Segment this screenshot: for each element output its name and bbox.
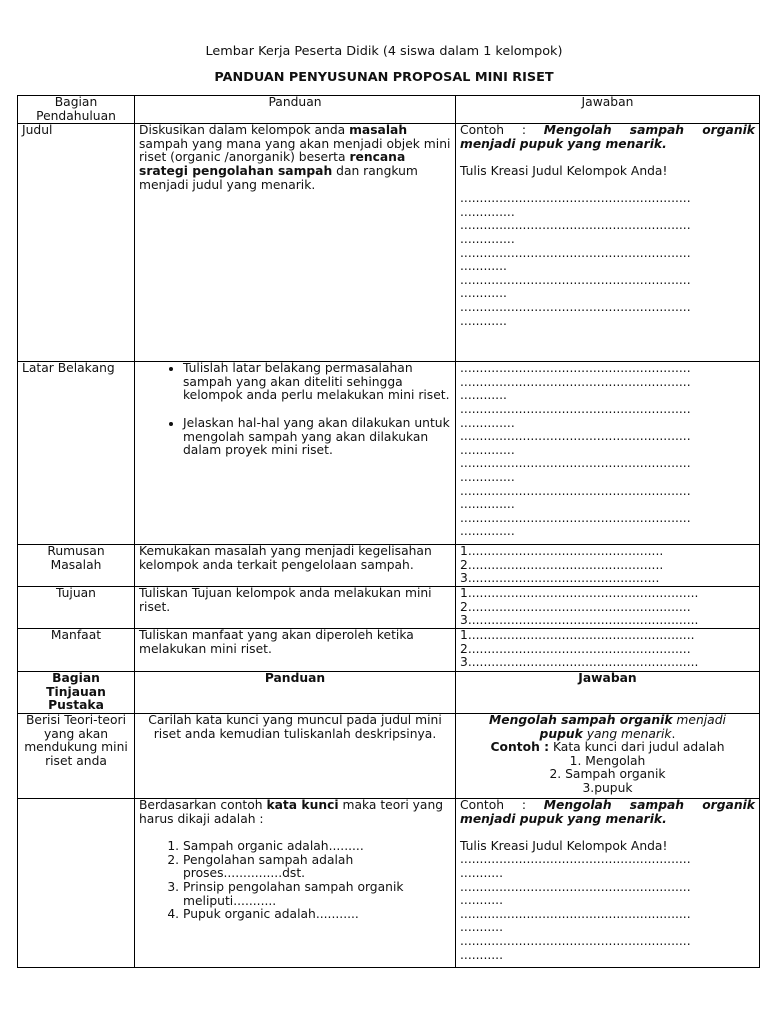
- label-tujuan: Tujuan: [18, 587, 135, 629]
- dotted-line: ...........................................................: [460, 273, 691, 287]
- guide-manfaat: Tuliskan manfaat yang akan diperoleh ketika melakukan mini riset.: [135, 629, 456, 672]
- theory-item: 4. Pupuk organic adalah...........: [183, 908, 451, 922]
- dotted-line: ..............: [460, 443, 515, 457]
- dotted-line: ...........................................................: [460, 880, 691, 894]
- answer-latar-belakang[interactable]: [456, 362, 760, 545]
- numbered-answer-line: 1...........................................................: [460, 587, 699, 601]
- dotted-line: ...........................................................: [460, 362, 691, 376]
- answer-judul[interactable]: Contoh : Mengolah sampah organik menjadi pupuk yang menarik. Tulis Kreasi Judul Kelompok Anda! ........................................................... .............. ........................................................... .............. ........................................................... ............ ........................................................... ............ ........................................................... ............: [456, 124, 760, 362]
- label-teori: Berisi Teori-teori yang akan mendukung mini riset anda: [18, 713, 135, 798]
- label-judul: Judul: [18, 124, 135, 362]
- dotted-line: ...........................................................: [460, 402, 691, 416]
- dotted-line: ............: [460, 287, 507, 301]
- numbered-answer-line: 2..................................................: [460, 558, 664, 572]
- dotted-line: ...........................................................: [460, 246, 691, 260]
- dotted-line: ...........................................................: [460, 484, 691, 498]
- dotted-line: ...........: [460, 948, 503, 962]
- header-bagian: Bagian Pendahuluan: [18, 96, 135, 124]
- dotted-line: ............: [460, 260, 507, 274]
- theory-item: 1. Sampah organic adalah.........: [183, 840, 451, 854]
- dotted-line: ..............: [460, 498, 515, 512]
- row-tujuan: [18, 587, 760, 629]
- dotted-line: ............: [460, 314, 507, 328]
- row-teori: [18, 713, 760, 798]
- numbered-answer-line: 2.........................................................: [460, 642, 691, 656]
- answer-teori-kajian[interactable]: Contoh : Mengolah sampah organik menjadi pupuk yang menarik. Tulis Kreasi Judul Kelompok Anda! ........................................................... ........... ........................................................... ........... ........................................................... ........... ........................................................... ...........: [456, 798, 760, 967]
- row-rumusan-masalah: [18, 545, 760, 587]
- dotted-line: ...........................................................: [460, 192, 691, 206]
- header-panduan-2: Panduan: [135, 672, 456, 714]
- numbered-answer-line: 3.................................................: [460, 572, 660, 586]
- dotted-line: ...........: [460, 921, 503, 935]
- numbered-answer-line: 1..........................................................: [460, 629, 695, 643]
- label-manfaat: Manfaat: [18, 629, 135, 672]
- numbered-answer-line: 3...........................................................: [460, 656, 699, 670]
- label-rumusan-masalah: Rumusan Masalah: [18, 545, 135, 587]
- keyword-item: 1. Mengolah: [569, 753, 646, 768]
- guide-rumusan-masalah: Kemukakan masalah yang menjadi kegelisahan kelompok anda terkait pengelolaan sampah.: [135, 545, 456, 587]
- row-judul: [18, 124, 760, 362]
- numbered-answer-line: 3...........................................................: [460, 614, 699, 628]
- guide-judul: Diskusikan dalam kelompok anda masalah sampah yang mana yang akan menjadi objek mini riset (organic /anorganik) beserta rencana srategi pengolahan sampah dan rangkum menjadi judul yang menarik.: [135, 124, 456, 362]
- label-latar-belakang: Latar Belakang: [18, 362, 135, 545]
- dotted-line: ...........................................................: [460, 457, 691, 471]
- guide-teori: Carilah kata kunci yang muncul pada judul mini riset anda kemudian tuliskanlah deskripsinya.: [135, 713, 456, 798]
- dotted-line: ..............: [460, 416, 515, 430]
- guide-tujuan: Tuliskan Tujuan kelompok anda melakukan mini riset.: [135, 587, 456, 629]
- header-row-pendahuluan: [18, 96, 760, 124]
- guide-latar-belakang: [135, 362, 456, 545]
- bullet-item: • Tulislah latar belakang permasalahan sampah yang akan diteliti sehingga kelompok anda perlu melakukan mini riset.: [183, 362, 451, 403]
- dotted-line: ...........................................................: [460, 907, 691, 921]
- row-latar-belakang: [18, 362, 760, 545]
- header-jawaban: Jawaban: [456, 96, 760, 124]
- dotted-line: ...........................................................: [460, 219, 691, 233]
- keyword-item: 3.pupuk: [582, 780, 633, 795]
- dotted-line: ..............: [460, 525, 515, 539]
- bullet-item: • Jelaskan hal-hal yang akan dilakukan untuk mengolah sampah yang akan dilakukan dalam proyek mini riset.: [183, 417, 451, 458]
- dotted-line: ...........................................................: [460, 430, 691, 444]
- dotted-line: ...........: [460, 866, 503, 880]
- numbered-answer-line: 1..................................................: [460, 545, 664, 559]
- dotted-line: ...........................................................: [460, 511, 691, 525]
- dotted-line: ..............: [460, 232, 515, 246]
- worksheet-title: PANDUAN PENYUSUNAN PROPOSAL MINI RISET: [214, 70, 554, 85]
- worksheet-subtitle: Lembar Kerja Peserta Didik (4 siswa dalam 1 kelompok): [205, 44, 563, 59]
- dotted-line: ...........: [460, 894, 503, 908]
- row-manfaat: [18, 629, 760, 672]
- answer-manfaat[interactable]: [456, 629, 760, 672]
- header-bagian-tinjauan: Bagian Tinjauan Pustaka: [18, 672, 135, 714]
- answer-rumusan-masalah[interactable]: [456, 545, 760, 587]
- dotted-line: ...........................................................: [460, 853, 691, 867]
- dotted-line: ...........................................................: [460, 375, 691, 389]
- keyword-item: 2. Sampah organik: [549, 767, 666, 782]
- dotted-line: ............: [460, 389, 507, 403]
- label-empty: [18, 798, 135, 967]
- header-jawaban-2: Jawaban: [456, 672, 760, 714]
- dotted-line: ..............: [460, 205, 515, 219]
- answer-teori: Mengolah sampah organik menjadi pupuk yang menarik. Contoh : Kata kunci dari judul adalah 1. Mengolah 2. Sampah organik 3.pupuk: [456, 713, 760, 798]
- theory-item: 2. Pengolahan sampah adalah proses...............dst.: [183, 854, 451, 881]
- header-row-tinjauan: [18, 672, 760, 714]
- dotted-line: ...........................................................: [460, 934, 691, 948]
- theory-item: 3. Prinsip pengolahan sampah organik meliputi...........: [183, 881, 451, 908]
- dotted-line: ...........................................................: [460, 300, 691, 314]
- numbered-answer-line: 2.........................................................: [460, 600, 691, 614]
- row-teori-kajian: [18, 798, 760, 967]
- keyword-list: [460, 755, 755, 796]
- dotted-answer-lines: [460, 853, 755, 962]
- proposal-table: [17, 95, 760, 968]
- dotted-line: ..............: [460, 470, 515, 484]
- answer-tujuan[interactable]: [456, 587, 760, 629]
- dotted-answer-lines: [460, 362, 755, 539]
- dotted-answer-lines: [460, 192, 755, 328]
- guide-teori-kajian: Berdasarkan contoh kata kunci maka teori yang harus dikaji adalah : 1. Sampah organic adalah......... 2. Pengolahan sampah adalah proses...............dst. 3. Prinsip pengolahan sampah organik meliputi........... 4. Pupuk organic adalah...........: [135, 798, 456, 967]
- header-panduan: Panduan: [135, 96, 456, 124]
